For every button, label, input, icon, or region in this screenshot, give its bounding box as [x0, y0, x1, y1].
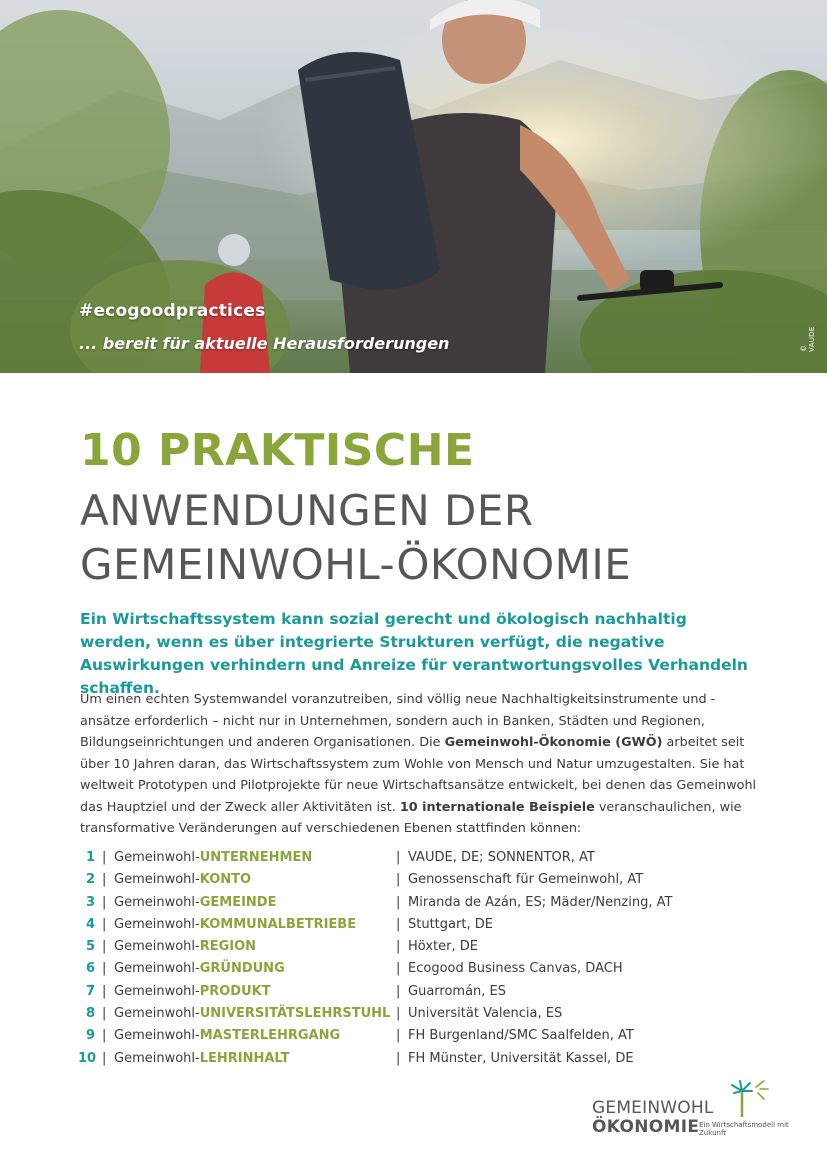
separator: | — [102, 961, 107, 977]
list-item — [78, 892, 758, 914]
item-category: UNTERNEHMEN — [199, 850, 313, 865]
item-prefix: Gemeinwohl- — [114, 939, 200, 955]
item-label — [114, 869, 251, 891]
item-number: 9 — [85, 1028, 95, 1044]
lead-paragraph: Ein Wirtschaftssystem kann sozial gerecht und ökologisch nachhaltig werden, wenn es über integrierte Strukturen verfügt, die negative Auswirkungen verhindern und Anreize für verantwortungsvolles Verhandeln schaffen. — [80, 610, 748, 697]
body-paragraph — [80, 689, 760, 840]
item-number: 4 — [85, 916, 95, 932]
item-label — [114, 1003, 390, 1025]
item-label — [114, 936, 256, 958]
item-category: KONTO — [199, 872, 252, 888]
body-text-part-1: Um einen echten Systemwandel voranzutreiben, sind völlig neue Nachhaltigkeitsinstrumente und -ansätze erforderlich – nicht nur in Unternehmen, sondern auch in Banken, Städten und Regionen, Bildungseinrichtungen und anderen Organisationen. Die — [80, 692, 716, 750]
item-category: GRÜNDUNG — [199, 961, 285, 977]
item-prefix: Gemeinwohl- — [114, 1006, 200, 1022]
item-prefix: Gemeinwohl- — [114, 983, 200, 999]
separator: | — [396, 983, 401, 999]
separator: | — [396, 850, 401, 865]
item-label — [114, 981, 271, 1003]
separator: | — [102, 1006, 107, 1022]
separator: | — [396, 1006, 401, 1022]
list-item — [78, 1003, 758, 1025]
separator: | — [396, 894, 401, 910]
item-category: UNIVERSITÄTSLEHRSTUHL — [199, 1006, 391, 1022]
list-item — [78, 847, 758, 869]
item-example: Miranda de Azán, ES; Mäder/Nenzing, AT — [408, 894, 673, 910]
separator: | — [102, 916, 107, 932]
separator: | — [102, 1050, 107, 1066]
item-category: REGION — [199, 939, 257, 955]
item-category: GEMEINDE — [199, 894, 277, 910]
title-line-2: ANWENDUNGEN DER — [80, 486, 534, 535]
body-bold-gwoe: Gemeinwohl-Ökonomie (GWÖ) — [444, 735, 663, 750]
item-number: 6 — [85, 961, 95, 977]
separator: | — [396, 872, 401, 888]
hashtag-label: #ecogoodpractices — [79, 301, 266, 321]
item-example: FH Münster, Universität Kassel, DE — [408, 1050, 634, 1066]
item-category: KOMMUNALBETRIEBE — [199, 916, 357, 932]
item-example: VAUDE, DE; SONNENTOR, AT — [408, 850, 595, 865]
separator: | — [102, 872, 107, 888]
list-item — [78, 869, 758, 891]
body-text-part-3: veranschaulichen, wie transformative Veränderungen auf verschiedenen Ebenen stattfinden können: — [80, 799, 742, 836]
item-example: Höxter, DE — [408, 939, 478, 955]
separator: | — [396, 1050, 401, 1066]
item-prefix: Gemeinwohl- — [114, 872, 200, 888]
title-lines-2-3 — [80, 484, 631, 592]
separator: | — [396, 1028, 401, 1044]
separator: | — [102, 983, 107, 999]
item-category: PRODUKT — [199, 983, 271, 999]
title-line-1: 10 PRAKTISCHE — [80, 425, 475, 476]
body-text-part-2: arbeitet seit über 10 Jahren daran, das Wirtschaftssystem zum Wohle von Mensch und Natur umzugestalten. Sie hat weltweit Prototypen und Pilotprojekte für neue Wirtschaftsansätze entwickelt, bei denen das Gemeinwohl das Hauptziel und der Zweck aller Aktivitäten ist. — [80, 735, 757, 815]
separator: | — [102, 850, 107, 865]
separator: | — [396, 961, 401, 977]
item-label — [114, 914, 356, 936]
item-prefix: Gemeinwohl- — [114, 1050, 200, 1066]
body-bold-examples: 10 internationale Beispiele — [399, 799, 595, 815]
list-item — [78, 1025, 758, 1047]
item-category: LEHRINHALT — [199, 1050, 290, 1066]
separator: | — [102, 1028, 107, 1044]
item-number: 8 — [85, 1006, 95, 1022]
separator: | — [102, 894, 107, 910]
logo-tagline: Ein Wirtschaftsmodell mit Zukunft — [699, 1121, 789, 1137]
item-example: FH Burgenland/SMC Saalfelden, AT — [408, 1028, 634, 1044]
item-category: MASTERLEHRGANG — [199, 1028, 341, 1044]
list-item — [78, 936, 758, 958]
logo-text-oekonomie: ÖKONOMIE — [592, 1117, 700, 1137]
item-number: 7 — [85, 983, 95, 999]
separator: | — [396, 939, 401, 955]
item-prefix: Gemeinwohl- — [114, 961, 200, 977]
item-prefix: Gemeinwohl- — [114, 1028, 200, 1044]
gwoe-logo — [592, 1077, 792, 1137]
item-example: Universität Valencia, ES — [408, 1006, 563, 1022]
item-label — [114, 1048, 289, 1070]
item-example: Stuttgart, DE — [408, 916, 493, 932]
separator: | — [102, 939, 107, 955]
hero-subtitle: ... bereit für aktuelle Herausforderungen — [79, 334, 450, 353]
list-item — [78, 1048, 758, 1070]
item-example: Genossenschaft für Gemeinwohl, AT — [408, 872, 644, 888]
item-label — [114, 847, 312, 869]
photo-credit: © VAUDE — [800, 326, 816, 352]
item-number: 1 — [85, 850, 95, 865]
list-item — [78, 958, 758, 980]
separator: | — [396, 916, 401, 932]
item-label — [114, 958, 285, 980]
list-item — [78, 981, 758, 1003]
item-label — [114, 892, 276, 914]
item-prefix: Gemeinwohl- — [114, 916, 200, 932]
title-line-3: GEMEINWOHL-ÖKONOMIE — [80, 540, 632, 589]
item-example: Guarromán, ES — [408, 983, 507, 999]
dandelion-icon — [722, 1077, 782, 1117]
item-example: Ecogood Business Canvas, DACH — [408, 961, 623, 977]
item-prefix: Gemeinwohl- — [114, 894, 200, 910]
item-number: 10 — [78, 1050, 97, 1066]
hero-photo — [0, 0, 827, 373]
item-number: 2 — [85, 872, 95, 888]
list-item — [78, 914, 758, 936]
examples-list — [78, 847, 758, 1070]
logo-text-gemeinwohl: GEMEINWOHL — [592, 1098, 714, 1118]
item-prefix: Gemeinwohl- — [114, 850, 200, 865]
item-number: 5 — [85, 939, 95, 955]
item-number: 3 — [85, 894, 95, 910]
item-label — [114, 1025, 340, 1047]
